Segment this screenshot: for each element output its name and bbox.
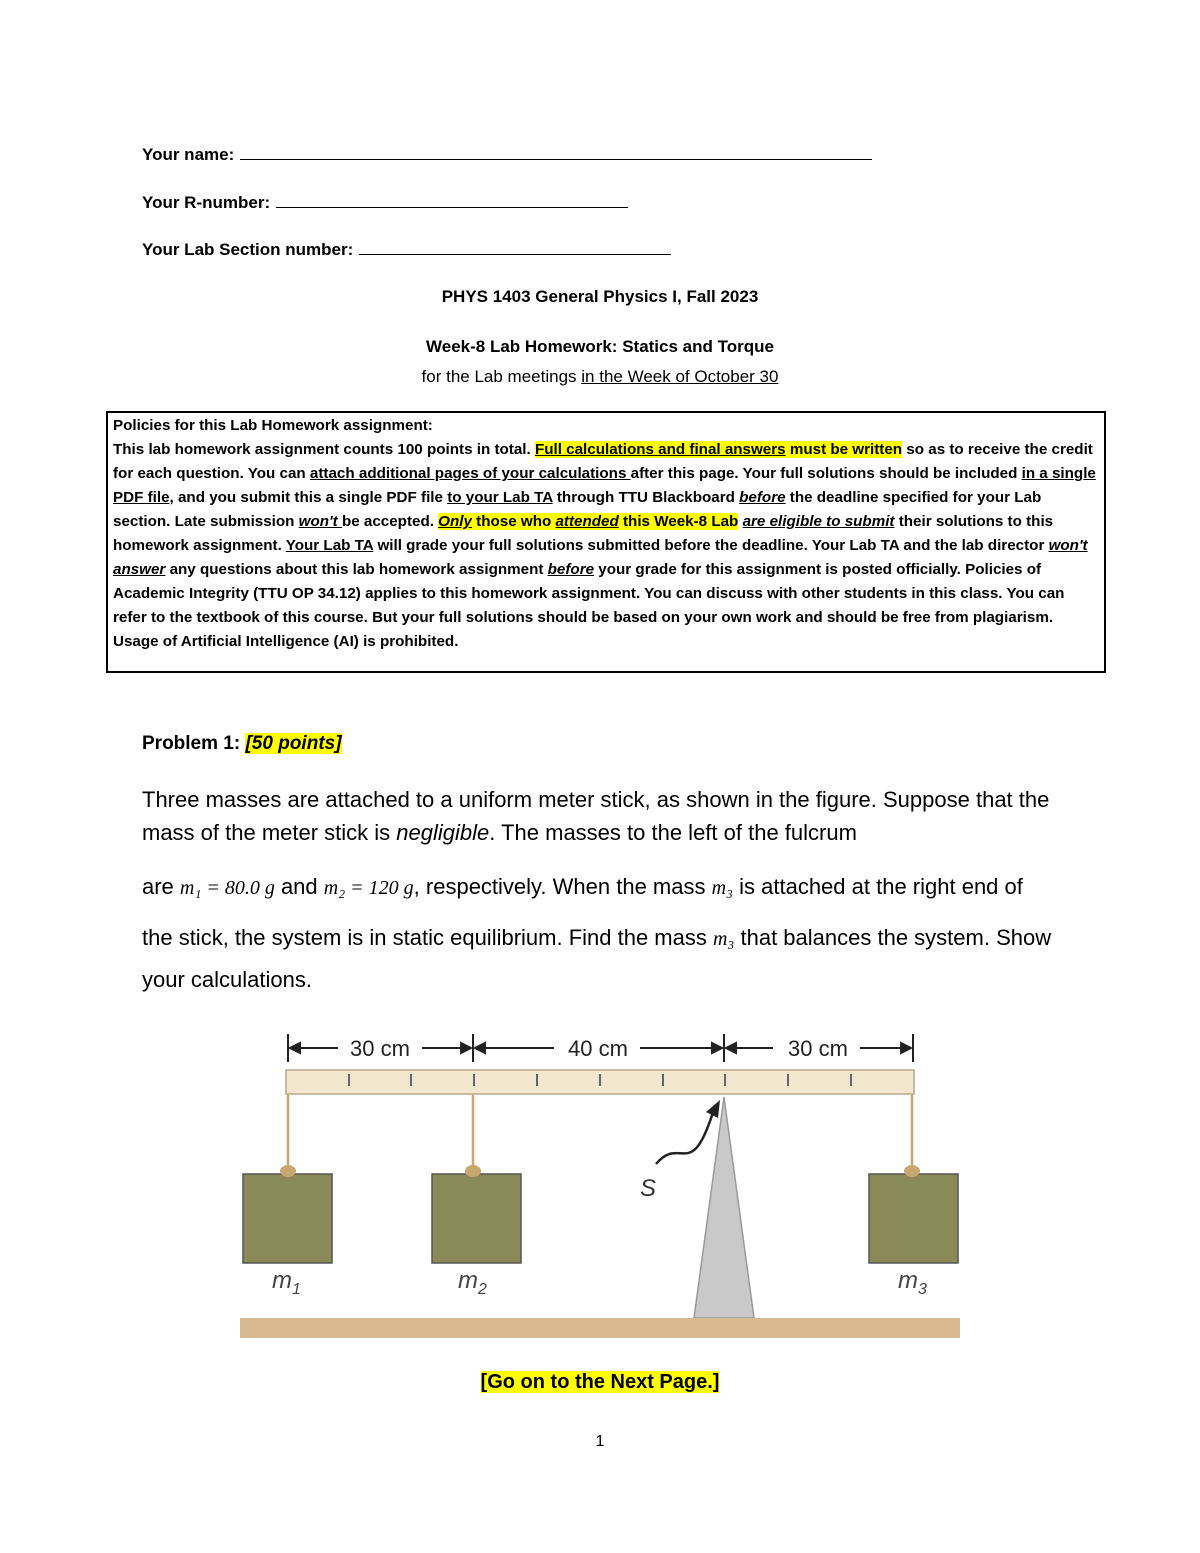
policy-underline: to your Lab TA [447, 489, 553, 506]
pointer-arrowhead [706, 1100, 720, 1118]
problem-text: are [142, 874, 180, 899]
label-m3: $m_3$ [898, 1267, 927, 1298]
name-line[interactable] [240, 143, 872, 160]
policy-underline: won't answer [113, 537, 1088, 578]
course-title: PHYS 1403 General Physics I, Fall 2023 [441, 287, 759, 306]
mass-m1 [243, 1165, 332, 1263]
fulcrum [694, 1097, 754, 1318]
floor [240, 1318, 960, 1338]
problem-text: is attached at the right end of the stick, the system is in static equilibrium. Find the mass [142, 874, 1023, 950]
dimension-label-middle: 40 cm [568, 1036, 628, 1061]
rnumber-label: Your R-number: [142, 193, 271, 212]
policy-highlight: those who [471, 513, 556, 530]
next-page-text: [Go on to the Next Page.] [480, 1371, 720, 1393]
policy-highlight: this Week-8 Lab [618, 513, 739, 530]
problem1-paragraph [142, 783, 1052, 849]
lab-week-line [0, 367, 1200, 387]
name-label: Your name: [142, 145, 235, 164]
rnumber-line[interactable] [276, 191, 628, 208]
problem-text: and [274, 874, 324, 899]
policy-text: through TTU Blackboard [552, 489, 740, 506]
policy-text: the deadline specified for your Lab section. Late submission [113, 489, 1042, 530]
label-m2: $m_2$ [458, 1267, 487, 1298]
assignment-title: Week-8 Lab Homework: Statics and Torque [426, 337, 774, 356]
policy-text: any questions about this lab homework assignment [165, 561, 548, 578]
name-field [142, 143, 872, 165]
section-label: Your Lab Section number: [142, 240, 354, 259]
mass-m3 [869, 1165, 958, 1263]
policy-text: This lab homework assignment counts 100 points in total. [113, 441, 535, 458]
section-line[interactable] [359, 238, 671, 255]
policy-underline: before [547, 561, 595, 578]
strings [288, 1094, 912, 1168]
policy-highlight: must be written [785, 441, 903, 458]
section-field [142, 238, 671, 260]
policy-text: be accepted. [341, 513, 439, 530]
problem1-paragraph [142, 861, 1052, 996]
policies-box [106, 411, 1106, 673]
problem1-label: Problem 1: [142, 733, 246, 754]
problem-text: that balances the system. Show your calculations. [142, 925, 1052, 992]
policy-text: your grade for this assignment is posted officially. Policies of Academic Integrity (TTU OP 34.12) applies to this homework assignment. You can discuss with other students in this class. You can refer to the textbook of this course. But your full solutions should be based on your own work and should be free from plagiarism. Usage of Artificial Intelligence (AI) is prohibited. [113, 561, 1065, 650]
policies-body [113, 438, 1099, 654]
problem1-points: [50 points] [245, 733, 342, 754]
policy-underline: attach additional pages of your calculations [309, 465, 631, 482]
lab-week-date: in the Week of October 30 [581, 367, 779, 386]
policy-text: , and you submit this a single PDF file [169, 489, 448, 506]
policy-highlight: Full calculations and final answers [534, 441, 786, 458]
policies-heading: Policies for this Lab Homework assignment: [113, 417, 433, 434]
policy-underline: in a single PDF file [113, 465, 1096, 506]
label-m1: $m_1$ [272, 1267, 301, 1298]
m2-equation: m₂ = 120 g [323, 877, 414, 899]
problem-text: Three masses are attached to a uniform meter stick, as shown in the figure. Suppose that the mass of the meter stick is [142, 787, 1050, 845]
policy-text: will grade your full solutions submitted before the deadline. Your Lab TA and the lab director [373, 537, 1049, 554]
policy-highlight: attended [555, 513, 619, 530]
policy-text: so as to receive the credit for each question. You can [113, 441, 1093, 482]
next-page-note [0, 1371, 1200, 1394]
label-s: S [640, 1175, 657, 1202]
policy-text: their solutions to this homework assignment. [113, 513, 1054, 554]
page-number: 1 [595, 1433, 605, 1450]
problem-text: , respectively. When the mass [413, 874, 712, 899]
problem-emphasis: negligible [396, 820, 490, 845]
problem1-title [142, 733, 342, 755]
meter-stick-figure [236, 1024, 964, 1344]
policy-highlight: Only [438, 513, 472, 530]
m3-symbol: m₃ [712, 928, 735, 950]
policy-underline: won't [298, 513, 342, 530]
m3-symbol: m₃ [711, 877, 734, 899]
policy-underline: are eligible to submit [742, 513, 895, 530]
rnumber-field [142, 191, 628, 213]
lab-week-prefix: for the Lab meetings [421, 367, 582, 386]
dimension-label-right: 30 cm [788, 1036, 848, 1061]
policy-text: after this page. Your full solutions should be included [630, 465, 1022, 482]
mass-m2 [432, 1165, 521, 1263]
problem1-text [142, 783, 1052, 996]
policy-underline: Your Lab TA [285, 537, 374, 554]
dimension-label-left: 30 cm [350, 1036, 410, 1061]
problem-text: . The masses to the left of the fulcrum [489, 820, 857, 845]
pointer-arrow [656, 1109, 714, 1164]
m1-equation: m₁ = 80.0 g [179, 877, 275, 899]
policy-underline: before [739, 489, 786, 506]
